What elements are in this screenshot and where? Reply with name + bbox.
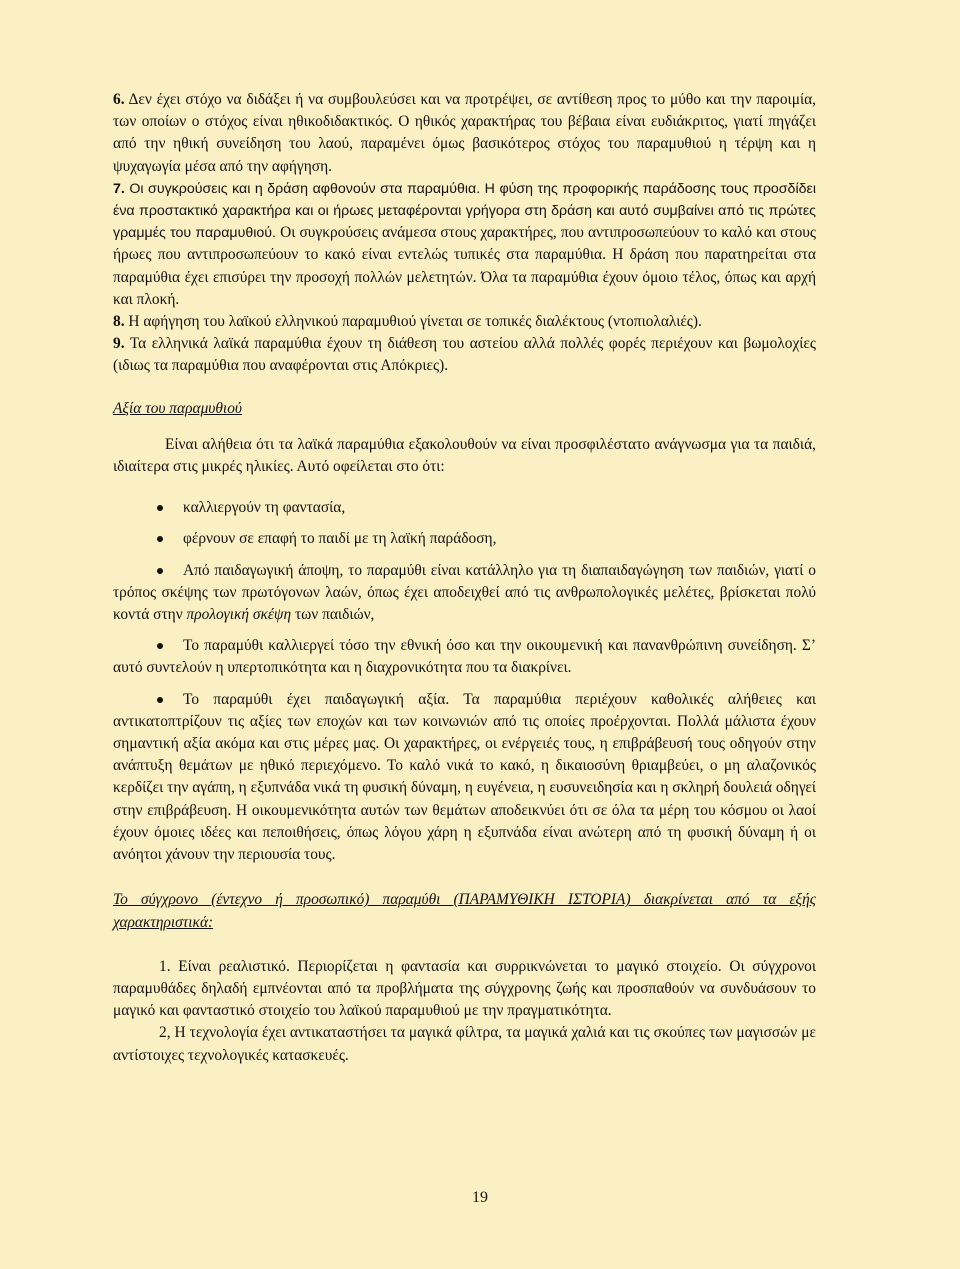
bullet-icon (157, 568, 163, 574)
bullet-icon (157, 697, 163, 703)
list-item: φέρνουν σε επαφή το παιδί με τη λαϊκή παράδοση, (113, 528, 816, 550)
item-text: Δεν έχει στόχο να διδάξει ή να συμβουλεύσει και να προτρέψει, σε αντίθεση προς το μύθο και την παροιμία, των οποίων ο στόχος είναι ηθικοδιδακτικός. Ο ηθικός χαρακτήρας του βέβαια είναι ευδιάκριτος, γιατί πηγάζει από την ηθική συνείδηση του λαού, παραμένει όμως βασικότερος στόχος του παραμυθιού η τέρψη και η ψυχαγωγία μέσα από την αφήγηση. (113, 91, 817, 175)
list-item: καλλιεργούν τη φαντασία, (113, 497, 816, 519)
item-number: 7. (113, 180, 125, 197)
bullet-icon (157, 505, 163, 511)
bullet-icon (157, 536, 163, 542)
section-heading-value (113, 398, 816, 420)
item-number: 9. (113, 335, 125, 353)
item-text: Τα ελληνικά λαϊκά παραμύθια έχουν τη διάθεση του αστείου αλλά πολλές φορές περιέχουν και βωμολοχίες (ιδιως τα παραμύθια που αναφέρονται στις Απόκριες). (113, 335, 816, 375)
heading-text: Το σύγχρονο (έντεχνο ή προσωπικό) παραμύθι (ΠΑΡΑΜΥΘΙΚΗ ΙΣΤΟΡΙΑ) διακρίνεται από τα εξής χαρακτηριστικά: (113, 891, 816, 931)
section-heading-modern (113, 889, 816, 933)
heading-text: Αξία του παραμυθιού (113, 399, 242, 417)
list-item: Από παιδαγωγική άποψη, το παραμύθι είναι κατάλληλο για τη διαπαιδαγώγηση των παιδιών, γιατί ο τρόπος σκέψης των πρωτόγονων λαών, όπως έχει αποδειχθεί από τις ανθρωπολογικές μελέτες, βρίσκεται πολύ κοντά στην προλογική σκέψη των παιδιών, (113, 561, 816, 624)
item-text-sans: Οι συγκρούσεις και η δράση αφθονούν στα παραμύθια. Η φύση της προφορικής παράδοσης τους προσδίδει ένα προστακτικό χαρακτήρα και οι ήρωες μεταφέρονται γρήγορα στη δράση και αυτό συμβαίνει από τις πρώτες γραμμές του παραμυθιού. (113, 180, 816, 242)
paragraph-item-8 (113, 311, 816, 333)
list-item: Το παραμύθι καλλιεργεί τόσο την εθνική όσο και την οικουμενική και πανανθρώπινη συνείδηση. Σ’ αυτό συντελούν η υπερτοπικότητα και η διαχρονικότητα που τα διακρίνει. (113, 637, 816, 677)
item-text-serif: Οι συγκρούσεις ανάμεσα στους χαρακτήρες, που αντιπροσωπεύουν το καλό και στους ήρωες που αντιπροσωπεύουν το κακό είναι εντελώς τυπικές στα παραμύθια. Η δράση που παρατηρείται στα παραμύθια έχει επισύρει την προσοχή πολλών μελετητών. Όλα τα παραμύθια έχουν όμοιο τέλος, όπως και αρχή και πλοκή. (113, 224, 816, 308)
paragraph-item-6 (113, 89, 816, 178)
item-number: 6. (113, 91, 125, 108)
modern-point-2: 2, Η τεχνολογία έχει αντικαταστήσει τα μαγικά φίλτρα, τα μαγικά χαλιά και τις σκούπες των μαγισσών με αντίστοιχες τεχνολογικές κατασκευές. (113, 1024, 816, 1064)
value-bullet-list (113, 497, 816, 866)
intro-paragraph: Είναι αλήθεια ότι τα λαϊκά παραμύθια εξακολουθούν να είναι προσφιλέστατο ανάγνωσμα για τα παιδιά, ιδιαίτερα στις μικρές ηλικίες. Αυτό οφείλεται στο ότι: (113, 435, 816, 476)
modern-point-1: 1. Είναι ρεαλιστικό. Περιορίζεται η φαντασία και συρρικνώνεται το μαγικό στοιχείο. Οι σύγχρονοι παραμυθάδες δηλαδή εμπνέονται από τα προβλήματα της σύγχρονης ζωής και προσπαθούν να συνδυάσουν το μαγικό και φανταστικό στοιχείο του λαϊκού παραμυθιού με την πραγματικότητα. (113, 957, 816, 1020)
item-text: Η αφήγηση του λαϊκού ελληνικού παραμυθιού γίνεται σε τοπικές διαλέκτους (ντοπιολαλιές). (124, 313, 702, 331)
bullet-icon (157, 643, 163, 649)
paragraph-item-7 (113, 178, 816, 311)
page-number: 19 (472, 1189, 488, 1206)
list-item: Το παραμύθι έχει παιδαγωγική αξία. Τα παραμύθια περιέχουν καθολικές αλήθειες και αντικατοπτρίζουν τις αξίες των εποχών και των κοινωνιών από τις οποίες προέρχονται. Πολλά μάλιστα έχουν σημαντική αξία ακόμα και στις μέρες μας. Οι χαρακτήρες, οι ενέργειές τους, η επιβράβευσή τους οδηγούν στην ανάπτυξη θεμάτων με ηθικό περιεχόμενο. Το καλό νικά το κακό, η δικαιοσύνη θριαμβεύει, ο μη αλαζονικός κερδίζει την αγάπη, η εξυπνάδα νικά τη φυσική δύναμη, η ευγένεια, η ευσυνειδησία και η σκληρή δουλειά οδηγεί στην επιβράβευση. Η οικουμενικότητα αυτών των θεμάτων αποδεικνύει ότι σε όλα τα μέρη του κόσμου οι λαοί έχουν όμοιες ιδέες και πεποιθήσεις, όπως λόγου χάρη η εξυπνάδα είναι ανώτερη από τη φυσική δύναμη ή οι ανόητοι χάνουν την περιουσία τους. (113, 690, 816, 864)
item-number: 8. (113, 313, 125, 331)
paragraph-item-9 (113, 333, 816, 377)
